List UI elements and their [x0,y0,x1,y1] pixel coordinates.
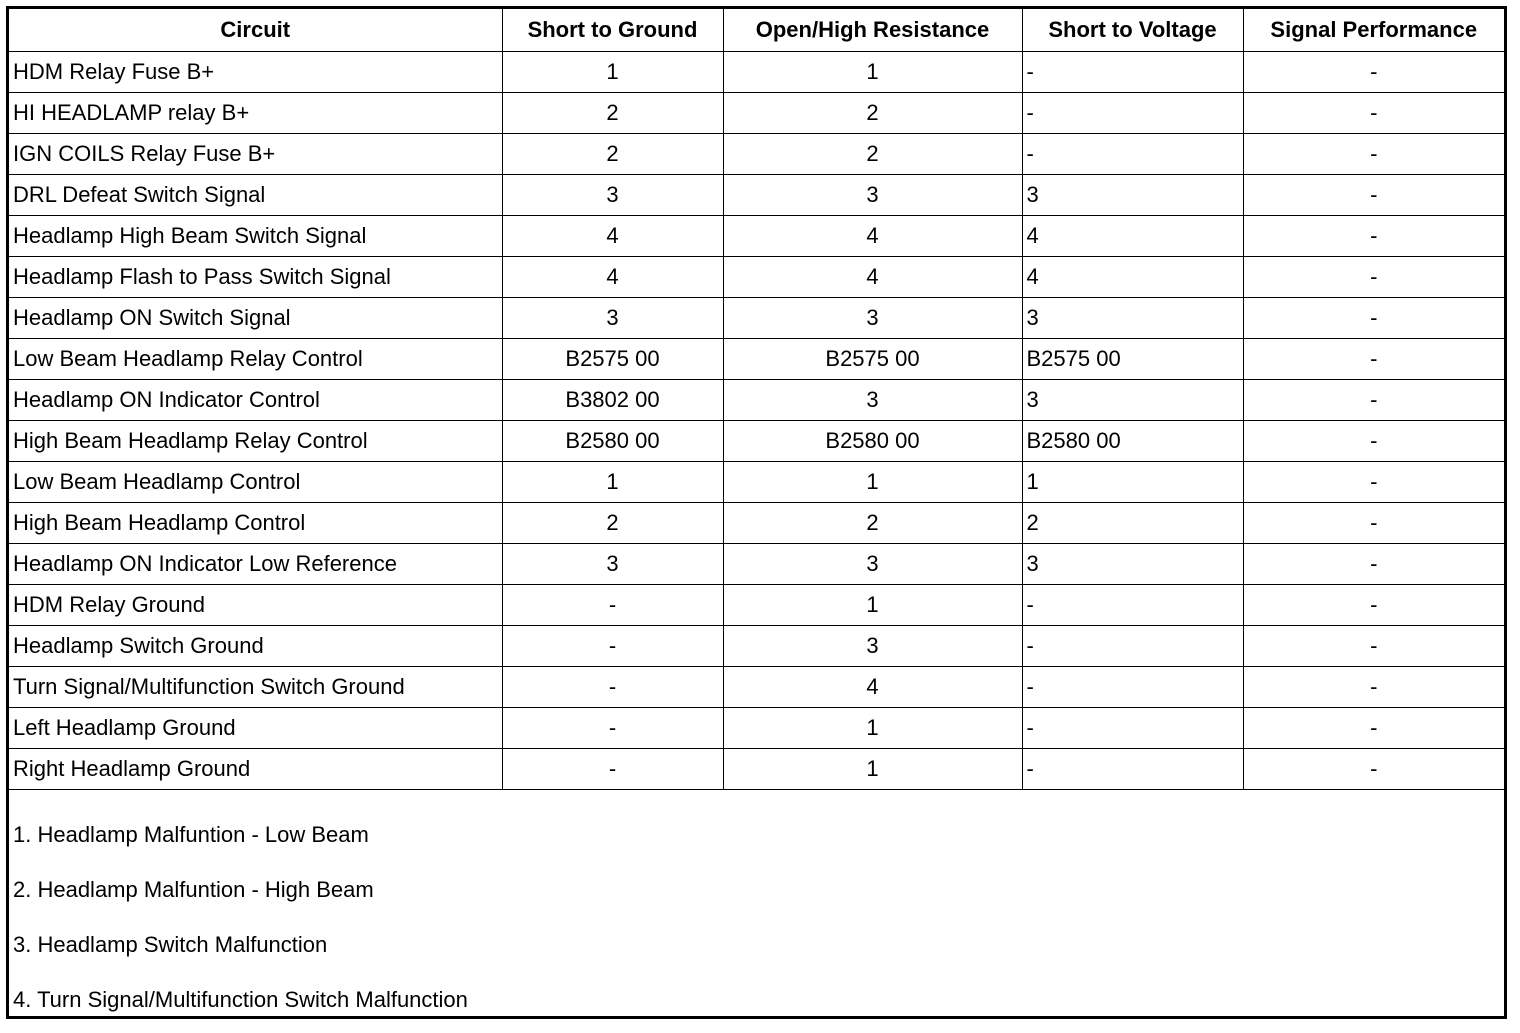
signal-performance-cell: - [1243,625,1504,666]
short-to-ground-cell: 2 [502,502,723,543]
table-row [9,174,1504,215]
circuit-cell: High Beam Headlamp Control [9,502,502,543]
circuit-cell: HI HEADLAMP relay B+ [9,92,502,133]
circuit-cell: Low Beam Headlamp Relay Control [9,338,502,379]
short-to-ground-cell: 3 [502,543,723,584]
signal-performance-cell: - [1243,748,1504,789]
short-to-ground-cell: 2 [502,92,723,133]
signal-performance-cell: - [1243,707,1504,748]
circuit-cell: High Beam Headlamp Relay Control [9,420,502,461]
footnotes [9,813,1504,1033]
signal-performance-cell: - [1243,379,1504,420]
circuit-cell: Left Headlamp Ground [9,707,502,748]
signal-performance-cell: - [1243,297,1504,338]
signal-performance-cell: - [1243,51,1504,92]
short-to-voltage-cell: 3 [1022,543,1243,584]
table-row [9,215,1504,256]
open-high-resistance-cell: 3 [723,174,1022,215]
circuit-cell: HDM Relay Ground [9,584,502,625]
open-high-resistance-cell: 3 [723,543,1022,584]
open-high-resistance-cell: 4 [723,215,1022,256]
table-row [9,666,1504,707]
table-row [9,502,1504,543]
short-to-ground-cell: B3802 00 [502,379,723,420]
circuit-cell: Headlamp Flash to Pass Switch Signal [9,256,502,297]
open-high-resistance-cell: 3 [723,625,1022,666]
short-to-voltage-cell: - [1022,625,1243,666]
short-to-ground-cell: - [502,625,723,666]
open-high-resistance-cell: 3 [723,297,1022,338]
table-row [9,338,1504,379]
open-high-resistance-cell: 1 [723,707,1022,748]
short-to-voltage-cell: 3 [1022,174,1243,215]
open-high-resistance-cell: 1 [723,748,1022,789]
signal-performance-cell: - [1243,420,1504,461]
footnote-item: 1. Headlamp Malfuntion - Low Beam [13,822,369,847]
short-to-ground-cell: 3 [502,174,723,215]
signal-performance-cell: - [1243,666,1504,707]
short-to-ground-cell: 4 [502,256,723,297]
short-to-voltage-cell: 3 [1022,379,1243,420]
short-to-voltage-cell: 2 [1022,502,1243,543]
short-to-voltage-cell: B2575 00 [1022,338,1243,379]
table-row [9,625,1504,666]
short-to-ground-cell: - [502,707,723,748]
short-to-ground-cell: B2580 00 [502,420,723,461]
circuit-cell: Headlamp ON Indicator Low Reference [9,543,502,584]
circuit-cell: Headlamp Switch Ground [9,625,502,666]
short-to-ground-cell: - [502,748,723,789]
short-to-ground-cell: - [502,666,723,707]
short-to-voltage-cell: - [1022,748,1243,789]
circuit-cell: Headlamp High Beam Switch Signal [9,215,502,256]
table-row [9,584,1504,625]
short-to-voltage-cell: 4 [1022,215,1243,256]
diagnostic-table-frame [6,6,1507,1019]
open-high-resistance-cell: 2 [723,133,1022,174]
table-row [9,133,1504,174]
circuit-cell: HDM Relay Fuse B+ [9,51,502,92]
circuit-fault-table [9,9,1504,790]
short-to-voltage-cell: 4 [1022,256,1243,297]
circuit-cell: Headlamp ON Switch Signal [9,297,502,338]
short-to-ground-cell: 1 [502,51,723,92]
open-high-resistance-cell: 1 [723,51,1022,92]
column-header-circuit: Circuit [9,9,502,51]
signal-performance-cell: - [1243,584,1504,625]
signal-performance-cell: - [1243,215,1504,256]
signal-performance-cell: - [1243,133,1504,174]
circuit-cell: Headlamp ON Indicator Control [9,379,502,420]
circuit-cell: DRL Defeat Switch Signal [9,174,502,215]
open-high-resistance-cell: 1 [723,461,1022,502]
signal-performance-cell: - [1243,461,1504,502]
open-high-resistance-cell: B2575 00 [723,338,1022,379]
table-row [9,92,1504,133]
short-to-voltage-cell: - [1022,584,1243,625]
signal-performance-cell: - [1243,256,1504,297]
open-high-resistance-cell: 2 [723,502,1022,543]
open-high-resistance-cell: 4 [723,256,1022,297]
short-to-ground-cell: - [502,584,723,625]
short-to-voltage-cell: B2580 00 [1022,420,1243,461]
signal-performance-cell: - [1243,174,1504,215]
footnote-item: 2. Headlamp Malfuntion - High Beam [13,877,374,902]
short-to-ground-cell: B2575 00 [502,338,723,379]
column-header-open-high-resistance: Open/High Resistance [723,9,1022,51]
short-to-voltage-cell: - [1022,666,1243,707]
table-row [9,543,1504,584]
open-high-resistance-cell: 3 [723,379,1022,420]
table-row [9,297,1504,338]
footnote-item: 4. Turn Signal/Multifunction Switch Malfunction [13,987,468,1012]
signal-performance-cell: - [1243,502,1504,543]
circuit-cell: Turn Signal/Multifunction Switch Ground [9,666,502,707]
short-to-ground-cell: 2 [502,133,723,174]
short-to-voltage-cell: - [1022,51,1243,92]
circuit-cell: IGN COILS Relay Fuse B+ [9,133,502,174]
short-to-voltage-cell: - [1022,707,1243,748]
table-row [9,748,1504,789]
table-row [9,461,1504,502]
signal-performance-cell: - [1243,92,1504,133]
signal-performance-cell: - [1243,338,1504,379]
short-to-voltage-cell: - [1022,92,1243,133]
short-to-ground-cell: 4 [502,215,723,256]
table-row [9,51,1504,92]
circuit-cell: Low Beam Headlamp Control [9,461,502,502]
table-row [9,256,1504,297]
open-high-resistance-cell: B2580 00 [723,420,1022,461]
table-row [9,420,1504,461]
open-high-resistance-cell: 2 [723,92,1022,133]
column-header-signal-performance: Signal Performance [1243,9,1504,51]
header-row [9,9,1504,51]
table-row [9,379,1504,420]
short-to-voltage-cell: 3 [1022,297,1243,338]
column-header-short-to-voltage: Short to Voltage [1022,9,1243,51]
open-high-resistance-cell: 4 [723,666,1022,707]
short-to-voltage-cell: - [1022,133,1243,174]
footnote-item: 3. Headlamp Switch Malfunction [13,932,328,957]
column-header-short-to-ground: Short to Ground [502,9,723,51]
table-row [9,707,1504,748]
short-to-voltage-cell: 1 [1022,461,1243,502]
circuit-cell: Right Headlamp Ground [9,748,502,789]
open-high-resistance-cell: 1 [723,584,1022,625]
short-to-ground-cell: 3 [502,297,723,338]
signal-performance-cell: - [1243,543,1504,584]
short-to-ground-cell: 1 [502,461,723,502]
